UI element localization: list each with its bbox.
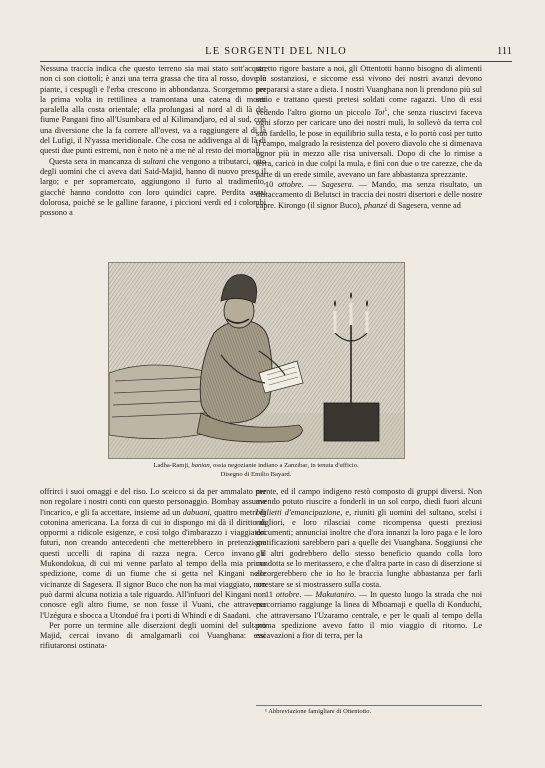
paragraph: Per porre un termine alle diserzioni degli uomini del sultano Majid, cercai invano di amalgamarli coi Vuanghana: essi rifiutaronsi ostinata- <box>40 620 266 651</box>
footnote-marker: 1 <box>384 107 388 114</box>
engraving-illustration <box>108 262 405 459</box>
text-column-left-bottom <box>40 487 266 699</box>
paragraph: stretto rigore bastare a noi, gli Ottentotti hanno bisogno di alimenti più sostanziosi, e siccome essi vivono dei nostri avanzi devono prepararsi a stare a dieta. I nostri Vuanghana non li prendono più sul serio e trattano questi pretesi soldati come ragazzi. Uno di essi vedendo l'altro giorno un piccolo Tot$^1$, che senza riuscirvi faceva ogni sforzo per caricare uno dei nostri muli, lo sollevò da terra col suo fardello, le pose in equilibrio sulla testa, e lo portò così per tutto il campo, malgrado la resistenza del povero diavolo che si dimenava ognor più in mezzo alle risa universali. Dopo di che lo rimise a terra, caricò in due colpi la mula, e finì con due o tre carezze, che da parte di un erede simile, avevano un fare abbastanza sprezzante. <box>256 64 482 179</box>
paragraph: mente, ed il campo indigeno restò composto di gruppi diversi. Non avendo potuto riuscire a fonderli in un sol corpo, diedi fuori alcuni biglietti d'emancipazione, e, riuniti gli uomini del sultano, scelsi i migliori, e loro rilasciai come ricompensa questi preziosi documenti; annunciai inoltre che d'ora innanzi la loro paga e le loro gratificazioni sarebbero pari a quelle dei Vuanghana. Soggiunsi che gli altri godrebbero dello stesso beneficio quando colla loro condotta se lo meritassero, e che d'altra parte in caso di diserzione si accorgerebbero che io ho le braccia lunghe abbastanza per farli arrestare se si mostrassero sulla costa. <box>256 487 483 589</box>
header-rule <box>40 61 512 62</box>
footnote: ¹ Abbreviazione famigliare di Ottentotto. <box>256 705 482 716</box>
text-column-right-bottom <box>256 487 482 699</box>
caption-credit: Disegno di Emilio Bayard. <box>220 470 292 478</box>
paragraph: Questa sera in mancanza di sultani che vengono a tributarci, otto degli uomini che ci aveva dati Said-Majid, hanno di nuovo preso il largo; e per sopramercato, aggiungono il furto al tradimento, giacchè hanno condotto con loro quindici capre. Perdita assai dolorosa, poichè se le galline faraone, i piccioni verdi ed i colombi possono a <box>40 156 266 218</box>
caption-line: Ladha-Ramji, banian, ossia negoziante indiano a Zanzibar, in tenuta d'ufficio. <box>153 462 359 469</box>
page-number: 111 <box>497 46 512 57</box>
seated-merchant-drawing <box>109 263 404 458</box>
running-header <box>40 46 512 60</box>
paragraph: 10 ottobre. — Sagesera. — Mando, ma senza risultato, un distaccamento di Belutsci in traccia dei nostri disertori e delle nostre capre. Kirongo (il signor Buco), phanzé di Sagesera, venne ad <box>256 180 483 210</box>
paragraph: 11 ottobre. — Makutaniro. — In questo luogo la strada che noi percorriamo raggiunge la linea di Mboamaji e quella di Konduchi, che attraversano l'Uzaramo centrale, e per le quali al tempo della prima spedizione avevo fatto il mio viaggio di ritorno. Le escavazioni a fior di terra, per la <box>256 589 482 641</box>
paragraph: offrirci i suoi omaggi e del riso. Lo sceicco si da per ammalato per non regolare i nostri conti con questo personaggio. Bombay assume l'incarico, e gli fa accettare, insieme ad un dabuani, quattro metri di cotonina americana. La forza di cui io dispongo mi dà il diritto di oppormi a ridicole esigenze, e così tolgo d'imbarazzo i viaggiatori futuri, non creando antecedenti che metterebbero in pretenzione questi uccelli di rapina di razza negra. Cerco invano il Mukondokua, di cui mi venne parlato al tempo della mia prima spedizione, come di un fiume che si getta nel Kingani nelle vicinanze di Sagesera. Il signor Buco che non ha mai viaggiato, non può darmi alcuna notizia a tale riguardo. All'infuori del Kingani non conosce egli altro fiume, se non fosse il Vuani, che attraversa l'Uzégura e sbocca a Utondué fra i porti di Whindi e di Saadani. <box>40 487 266 620</box>
paragraph: Nessuna traccia indica che questo terreno sia mai stato sott'acqua; non ci son ciottoli; è anzi una terra grassa che tira al rosso, dove le piante, i cespugli e l'erba crescono in abbondanza. Scorgemmo per la prima volta in rettilinea a tramontana una catena di monti paralella alla costa orientale; ella prolungasi al nord al di là del fiume Pangani fino all'Usumbara ed al Kilimandjaro, ed al sud, con una diversione che la fa correre all'ovest, va a raggiungere al di là del Lufigi, il N'yassa meridionale. Che cosa ne addivenga al di là di questi due punti estremi, non è noto nè a me nè al resto dei mortali. <box>40 64 266 156</box>
illustration-caption <box>100 462 412 479</box>
running-title: LE SORGENTI DEL NILO <box>205 46 347 57</box>
